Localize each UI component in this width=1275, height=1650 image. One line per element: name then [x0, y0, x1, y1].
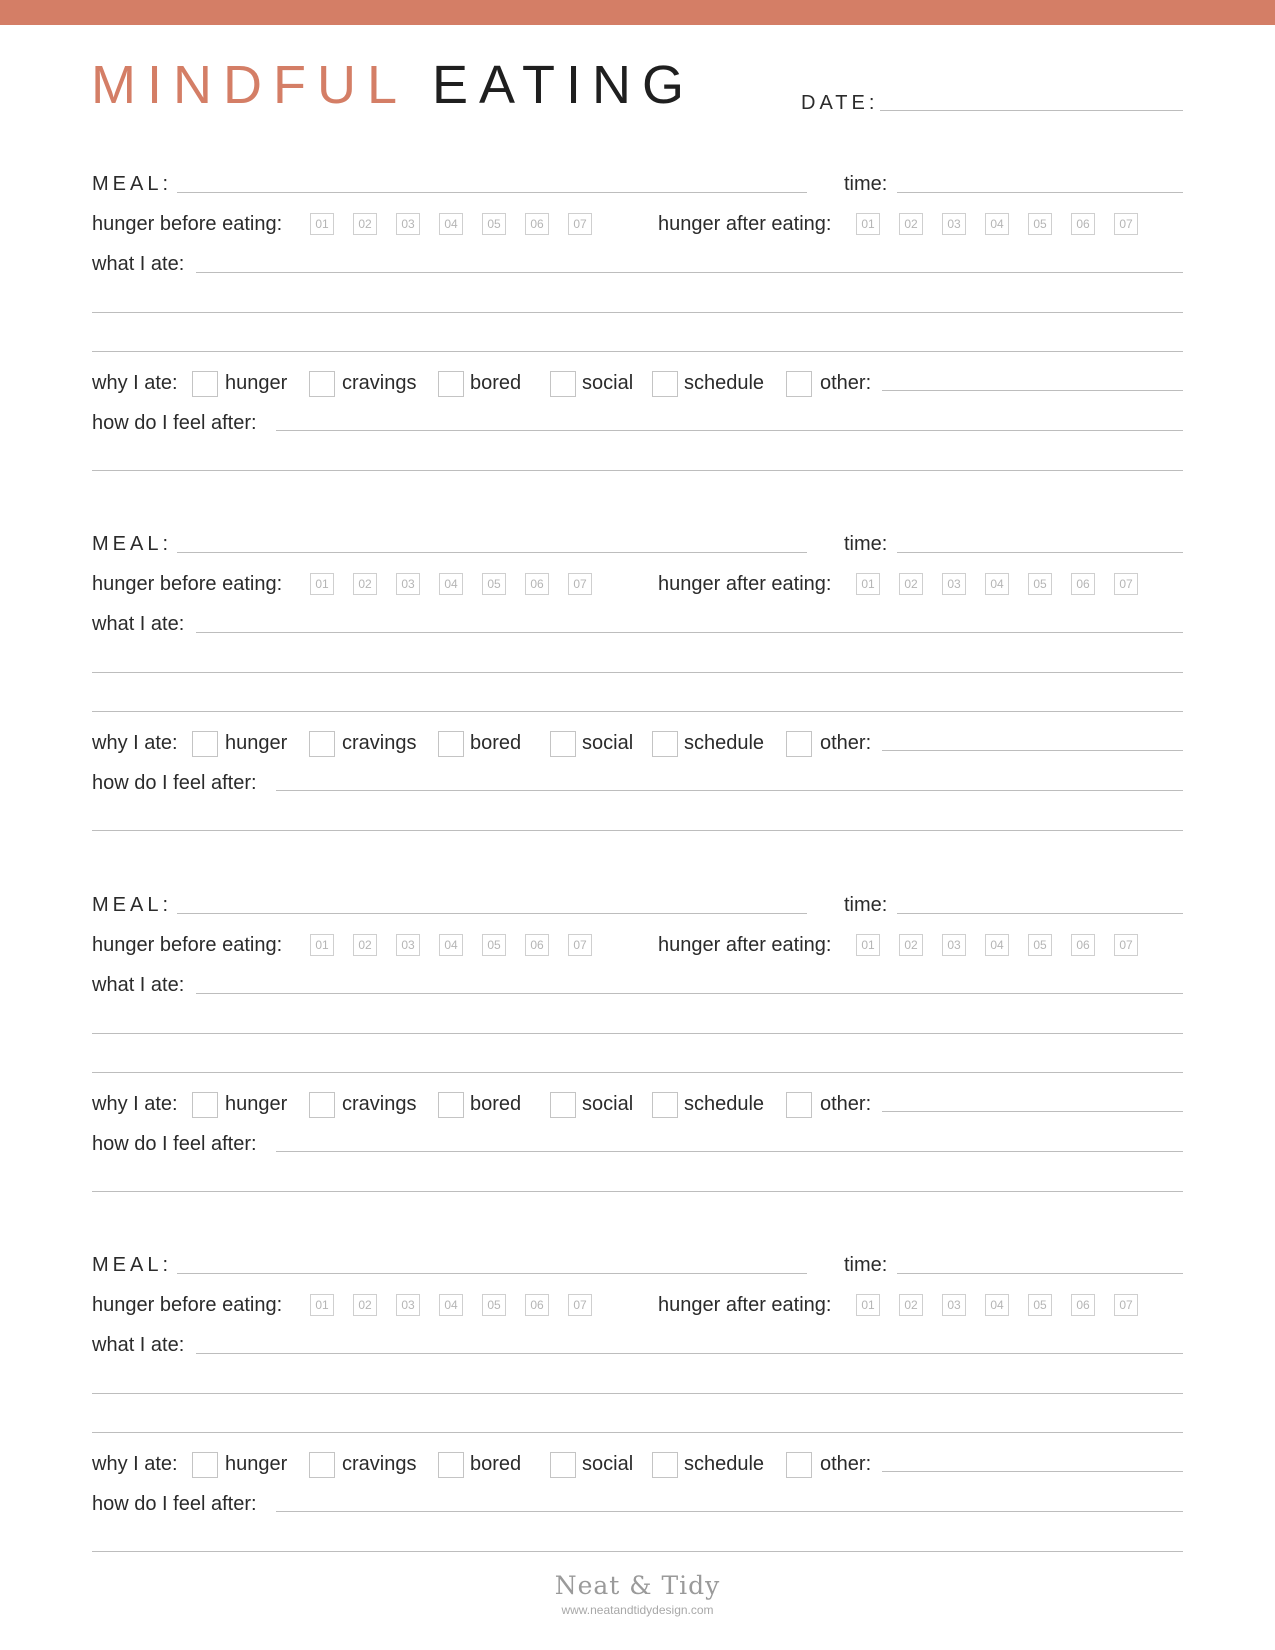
reason-social-label: social	[582, 1453, 634, 1475]
why-ate-label: why I ate:	[92, 372, 178, 394]
reason-bored-label: bored	[470, 1453, 522, 1475]
reason-schedule-label: schedule	[684, 1093, 765, 1115]
hunger-after-option[interactable]: 02	[899, 934, 923, 956]
hunger-after-option[interactable]: 07	[1114, 213, 1138, 235]
reason-social-checkbox[interactable]	[550, 1452, 576, 1478]
reason-bored-checkbox[interactable]	[438, 1452, 464, 1478]
hunger-before-label: hunger before eating:	[92, 573, 283, 595]
meal-label: MEAL:	[92, 894, 173, 916]
feel-after-field-line[interactable]	[92, 1551, 1183, 1552]
hunger-after-option[interactable]: 06	[1071, 934, 1095, 956]
hunger-before-option[interactable]: 05	[482, 1294, 506, 1316]
time-label: time:	[844, 173, 888, 195]
reason-hunger-label: hunger	[225, 372, 288, 394]
reason-other-label: other:	[820, 1093, 872, 1115]
reason-social-label: social	[582, 1093, 634, 1115]
meal-section-4	[0, 1081, 1275, 1515]
reason-schedule-label: schedule	[684, 372, 765, 394]
reason-hunger-label: hunger	[225, 1093, 288, 1115]
reason-cravings-label: cravings	[342, 1093, 417, 1115]
hunger-after-option[interactable]: 02	[899, 573, 923, 595]
hunger-before-option[interactable]: 07	[568, 934, 592, 956]
hunger-after-option[interactable]: 04	[985, 1294, 1009, 1316]
what-ate-field-line[interactable]	[92, 1432, 1183, 1433]
reason-social-label: social	[582, 732, 634, 754]
reason-hunger-label: hunger	[225, 1453, 288, 1475]
what-ate-label: what I ate:	[92, 1334, 185, 1356]
hunger-after-option[interactable]: 02	[899, 1294, 923, 1316]
hunger-before-option[interactable]: 02	[353, 1294, 377, 1316]
reason-cravings-label: cravings	[342, 1453, 417, 1475]
hunger-after-option[interactable]: 04	[985, 573, 1009, 595]
hunger-before-option[interactable]: 05	[482, 934, 506, 956]
hunger-after-label: hunger after eating:	[658, 1294, 832, 1316]
hunger-after-option[interactable]: 05	[1028, 573, 1052, 595]
reason-hunger-checkbox[interactable]	[192, 1452, 218, 1478]
hunger-before-option[interactable]: 04	[439, 213, 463, 235]
reason-hunger-label: hunger	[225, 732, 288, 754]
reason-bored-label: bored	[470, 732, 522, 754]
what-ate-label: what I ate:	[92, 613, 185, 635]
meal-name-field[interactable]	[177, 552, 807, 553]
hunger-after-option[interactable]: 01	[856, 934, 880, 956]
hunger-before-option[interactable]: 01	[310, 934, 334, 956]
title-dark-word: EATING	[432, 55, 696, 115]
hunger-before-option[interactable]: 03	[396, 934, 420, 956]
reason-other-checkbox[interactable]	[786, 1452, 812, 1478]
hunger-after-option[interactable]: 03	[942, 1294, 966, 1316]
feel-after-field[interactable]	[276, 1511, 1183, 1512]
why-ate-label: why I ate:	[92, 732, 178, 754]
hunger-after-option[interactable]: 06	[1071, 573, 1095, 595]
hunger-after-label: hunger after eating:	[658, 934, 832, 956]
hunger-after-option[interactable]: 04	[985, 213, 1009, 235]
hunger-after-option[interactable]: 01	[856, 573, 880, 595]
reason-social-label: social	[582, 372, 634, 394]
hunger-before-option[interactable]: 02	[353, 934, 377, 956]
what-ate-field-line[interactable]	[92, 312, 1183, 313]
hunger-after-option[interactable]: 06	[1071, 1294, 1095, 1316]
meal-name-field[interactable]	[177, 1273, 807, 1274]
hunger-before-option[interactable]: 06	[525, 1294, 549, 1316]
hunger-after-option[interactable]: 03	[942, 573, 966, 595]
hunger-before-label: hunger before eating:	[92, 213, 283, 235]
reason-cravings-label: cravings	[342, 372, 417, 394]
feel-after-label: how do I feel after:	[92, 772, 257, 794]
hunger-after-option[interactable]: 01	[856, 213, 880, 235]
hunger-before-option[interactable]: 06	[525, 934, 549, 956]
what-ate-field[interactable]	[196, 993, 1183, 994]
reason-cravings-label: cravings	[342, 732, 417, 754]
feel-after-label: how do I feel after:	[92, 1133, 257, 1155]
hunger-before-option[interactable]: 04	[439, 1294, 463, 1316]
reason-other-label: other:	[820, 1453, 872, 1475]
reason-other-field[interactable]	[882, 1471, 1183, 1472]
hunger-before-option[interactable]: 01	[310, 213, 334, 235]
hunger-before-option[interactable]: 01	[310, 573, 334, 595]
hunger-before-label: hunger before eating:	[92, 1294, 283, 1316]
hunger-before-option[interactable]: 03	[396, 213, 420, 235]
what-ate-field-line[interactable]	[92, 351, 1183, 352]
meal-section-2	[0, 360, 1275, 794]
feel-after-label: how do I feel after:	[92, 1493, 257, 1515]
time-field[interactable]	[897, 192, 1183, 193]
feel-after-label: how do I feel after:	[92, 412, 257, 434]
hunger-before-option[interactable]: 04	[439, 934, 463, 956]
reason-bored-label: bored	[470, 372, 522, 394]
hunger-before-option[interactable]: 06	[525, 213, 549, 235]
what-ate-field-line[interactable]	[92, 711, 1183, 712]
brand-logo: Neat & Tidy	[554, 1571, 721, 1600]
hunger-after-option[interactable]: 01	[856, 1294, 880, 1316]
reason-schedule-checkbox[interactable]	[652, 1452, 678, 1478]
hunger-before-option[interactable]: 03	[396, 1294, 420, 1316]
meal-label: MEAL:	[92, 533, 173, 555]
meal-label: MEAL:	[92, 173, 173, 195]
what-ate-field-line[interactable]	[92, 1072, 1183, 1073]
meal-section-3	[0, 721, 1275, 1155]
hunger-before-label: hunger before eating:	[92, 934, 283, 956]
why-ate-label: why I ate:	[92, 1453, 178, 1475]
brand-url: www.neatandtidydesign.com	[561, 1603, 714, 1617]
meal-section-1	[0, 0, 1275, 434]
hunger-after-option[interactable]: 02	[899, 213, 923, 235]
what-ate-label: what I ate:	[92, 253, 185, 275]
hunger-after-label: hunger after eating:	[658, 573, 832, 595]
what-ate-field[interactable]	[196, 1353, 1183, 1354]
reason-other-label: other:	[820, 732, 872, 754]
time-label: time:	[844, 1254, 888, 1276]
reason-other-label: other:	[820, 372, 872, 394]
hunger-before-option[interactable]: 04	[439, 573, 463, 595]
hunger-after-option[interactable]: 07	[1114, 934, 1138, 956]
meal-name-field[interactable]	[177, 913, 807, 914]
reason-schedule-label: schedule	[684, 732, 765, 754]
hunger-before-option[interactable]: 05	[482, 213, 506, 235]
time-field[interactable]	[897, 1273, 1183, 1274]
hunger-before-option[interactable]: 07	[568, 213, 592, 235]
hunger-after-option[interactable]: 07	[1114, 1294, 1138, 1316]
time-label: time:	[844, 894, 888, 916]
reason-bored-label: bored	[470, 1093, 522, 1115]
hunger-before-option[interactable]: 06	[525, 573, 549, 595]
hunger-after-label: hunger after eating:	[658, 213, 832, 235]
what-ate-field[interactable]	[196, 272, 1183, 273]
time-field[interactable]	[897, 913, 1183, 914]
hunger-before-option[interactable]: 05	[482, 573, 506, 595]
hunger-before-option[interactable]: 07	[568, 573, 592, 595]
hunger-before-option[interactable]: 02	[353, 213, 377, 235]
why-ate-label: why I ate:	[92, 1093, 178, 1115]
reason-schedule-label: schedule	[684, 1453, 765, 1475]
hunger-before-option[interactable]: 03	[396, 573, 420, 595]
meal-label: MEAL:	[92, 1254, 173, 1276]
hunger-after-option[interactable]: 07	[1114, 573, 1138, 595]
title-accent-word: MINDFUL	[91, 55, 406, 115]
what-ate-field-line[interactable]	[92, 672, 1183, 673]
hunger-after-option[interactable]: 05	[1028, 213, 1052, 235]
what-ate-field-line[interactable]	[92, 1393, 1183, 1394]
hunger-after-option[interactable]: 03	[942, 213, 966, 235]
reason-cravings-checkbox[interactable]	[309, 1452, 335, 1478]
what-ate-field[interactable]	[196, 632, 1183, 633]
meal-name-field[interactable]	[177, 192, 807, 193]
hunger-after-option[interactable]: 06	[1071, 213, 1095, 235]
hunger-after-option[interactable]: 05	[1028, 1294, 1052, 1316]
time-label: time:	[844, 533, 888, 555]
hunger-after-option[interactable]: 05	[1028, 934, 1052, 956]
what-ate-label: what I ate:	[92, 974, 185, 996]
time-field[interactable]	[897, 552, 1183, 553]
hunger-after-option[interactable]: 03	[942, 934, 966, 956]
hunger-before-option[interactable]: 07	[568, 1294, 592, 1316]
hunger-before-option[interactable]: 01	[310, 1294, 334, 1316]
hunger-after-option[interactable]: 04	[985, 934, 1009, 956]
date-label: DATE:	[801, 92, 879, 114]
what-ate-field-line[interactable]	[92, 1033, 1183, 1034]
hunger-before-option[interactable]: 02	[353, 573, 377, 595]
